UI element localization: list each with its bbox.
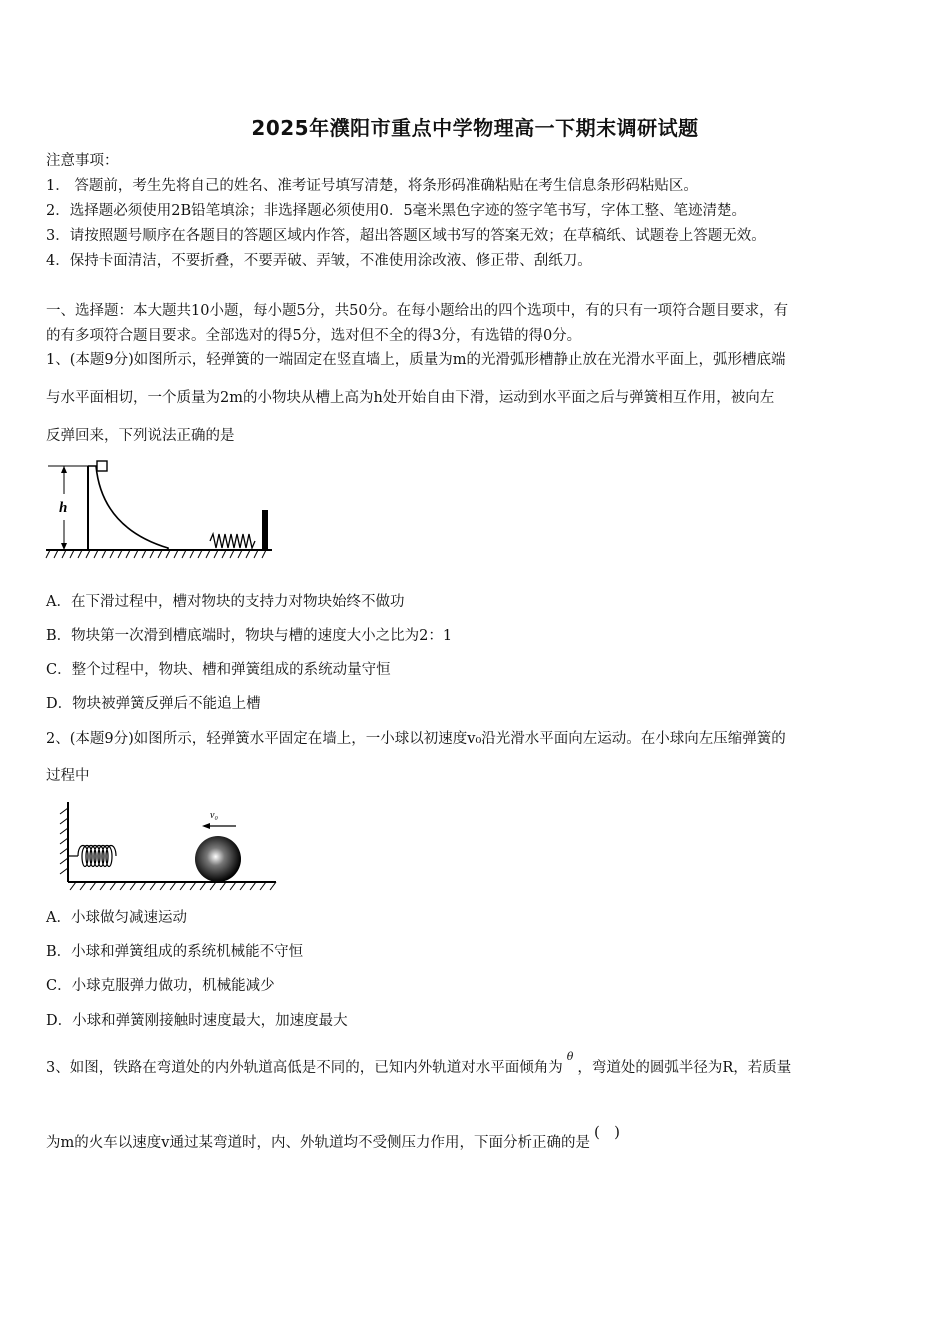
q2-stem-line1: 2、(本题9分)如图所示，轻弹簧水平固定在墙上，一小球以初速度v₀沿光滑水平面向左运动。在小球向左压缩弹簧的 (46, 731, 786, 747)
q1-stem-line3: 反弹回来，下列说法正确的是 (46, 428, 235, 444)
q1-option-b[interactable]: B．物块第一次滑到槽底端时，物块与槽的速度大小之比为2：1 (46, 628, 453, 644)
notice-item-4: 4．保持卡面清洁，不要折叠，不要弄破、弄皱，不准使用涂改液、修正带、刮纸刀。 (46, 253, 592, 269)
q2-option-b[interactable]: B．小球和弹簧组成的系统机械能不守恒 (46, 944, 304, 960)
q2-option-c[interactable]: C．小球克服弹力做功，机械能减少 (46, 978, 275, 994)
q2-figure-v0-label: v₀ (210, 810, 218, 821)
q3-stem-line2 (46, 1123, 908, 1153)
q1-stem-line1: 1、(本题9分)如图所示，轻弹簧的一端固定在竖直墙上，质量为m的光滑弧形槽静止放在光滑水平面上，弧形槽底端 (46, 352, 786, 368)
q3-stem-line1-part2: ，弯道处的圆弧半径为R，若质量 (577, 1060, 792, 1076)
page-title: 2025年濮阳市重点中学物理高一下期末调研试题 (251, 116, 699, 140)
q1-option-d[interactable]: D．物块被弹簧反弹后不能追上槽 (46, 696, 261, 712)
notice-heading: 注意事项： (46, 153, 119, 169)
q3-stem-line1 (46, 1050, 908, 1079)
q3-answer-paren: ( ) (593, 1123, 620, 1141)
section-intro-line1: 一、选择题：本大题共10小题，每小题5分，共50分。在每小题给出的四个选项中，有的只有一项符合题目要求，有 (46, 303, 789, 319)
section-intro-line2: 的有多项符合题目要求。全部选对的得5分，选对但不全的得3分，有选错的得0分。 (46, 328, 582, 344)
q1-option-a[interactable]: A．在下滑过程中，槽对物块的支持力对物块始终不做功 (46, 594, 405, 610)
q3-stem-line2-text: 为m的火车以速度v通过某弯道时，内、外轨道均不受侧压力作用，下面分析正确的是 (46, 1135, 590, 1151)
q1-figure-h-label: h (59, 500, 68, 516)
q3-stem-line1-part1: 3、如图，铁路在弯道处的内外轨道高低是不同的，已知内外轨道对水平面倾角为 (46, 1060, 563, 1076)
q1-figure-slope-spring (44, 458, 276, 562)
q1-option-c[interactable]: C．整个过程中，物块、槽和弹簧组成的系统动量守恒 (46, 662, 391, 678)
notice-item-3: 3．请按照题号顺序在各题目的答题区域内作答，超出答题区域书写的答案无效；在草稿纸、试题卷上答题无效。 (46, 228, 766, 244)
q2-option-d[interactable]: D．小球和弹簧刚接触时速度最大，加速度最大 (46, 1013, 348, 1029)
notice-item-2: 2．选择题必须使用2B铅笔填涂；非选择题必须使用0．5毫米黑色字迹的签字笔书写，字体工整、笔迹清楚。 (46, 203, 747, 219)
q2-stem-line2: 过程中 (46, 768, 90, 784)
q1-stem-line2: 与水平面相切，一个质量为2m的小物块从槽上高为h处开始自由下滑，运动到水平面之后与弹簧相互作用，被向左 (46, 390, 775, 406)
q2-option-a[interactable]: A．小球做匀减速运动 (46, 910, 187, 926)
q2-figure-ball-spring (56, 798, 278, 894)
notice-item-1: 1． 答题前，考生先将自己的姓名、准考证号填写清楚，将条形码准确粘贴在考生信息条形码粘贴区。 (46, 178, 698, 194)
q3-theta-symbol: θ (566, 1050, 574, 1063)
